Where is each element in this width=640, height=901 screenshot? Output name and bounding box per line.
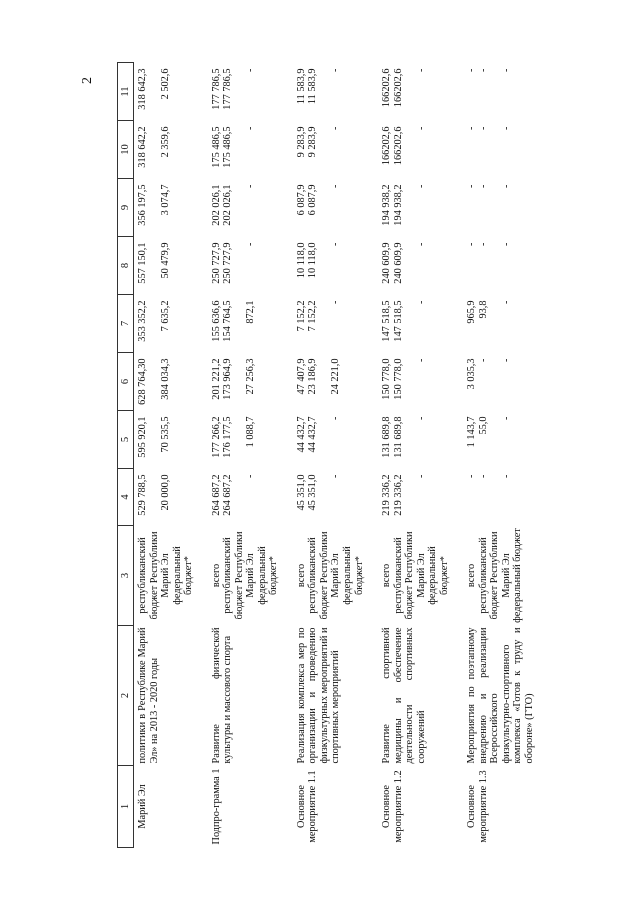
funding-source: республиканский бюджет Республики Марий Эл федеральный бюджет* xyxy=(137,531,195,620)
amount-cell: 353 352,2 7 635,2 xyxy=(137,300,172,342)
column-header: 8 xyxy=(118,237,134,295)
column-header: 9 xyxy=(118,179,134,237)
amount-cell: 155 636,6 154 764,5 872,1 xyxy=(210,300,257,342)
amount-cell: 177 266,2 176 177,5 1 088,7 xyxy=(210,416,257,458)
amount-cell: 194 938,2 194 938,2 - xyxy=(381,184,427,226)
amount-cell: 250 727,9 250 727,9 - xyxy=(210,242,257,284)
program-name: Развитие физической культуры и массового спорта xyxy=(210,627,234,764)
amount-cell: 557 150,1 50 479,9 xyxy=(137,242,172,284)
column-header: 5 xyxy=(118,411,134,469)
program-code: Основное мероприятие 1.2 xyxy=(381,770,404,843)
amount-cell: 318 642,3 2 502,6 xyxy=(137,68,172,110)
table-row xyxy=(134,63,202,848)
program-code: Основное мероприятие 1.3 xyxy=(466,770,489,843)
page-number: 2 xyxy=(80,77,95,84)
amount-cell: 7 152,2 7 152,2 - xyxy=(295,300,342,332)
amount-cell: 3 035,3 - - xyxy=(466,358,512,390)
table-row xyxy=(202,63,287,848)
budget-table-sheet xyxy=(117,63,587,848)
amount-cell: 10 118,0 10 118,0 - xyxy=(295,242,342,279)
program-name: Реализация комплекса мер по организации и проведению физкультурных мероприятий и спортивных мероприятий xyxy=(295,627,342,764)
program-name: Мероприятия по поэтапному внедрению и реализации Всероссийского физкультурно-спортивного комплекса «Готов к труду и обороне» (ГТО) xyxy=(466,627,535,764)
program-code: Марий Эл xyxy=(137,784,148,829)
funding-source: всего республиканский бюджет Республики Марий Эл федеральный бюджет* xyxy=(210,531,280,620)
amount-cell: 131 689,8 131 689,8 - xyxy=(381,416,427,458)
amount-cell: 166202,6 166202,6 - xyxy=(381,126,427,166)
amount-cell: 6 087,9 6 087,9 - xyxy=(295,184,342,216)
amount-cell: 175 486,5 175 486,5 - xyxy=(210,126,257,168)
amount-cell: 150 778,0 150 778,0 - xyxy=(381,358,427,400)
amount-cell: - - - xyxy=(466,68,512,72)
amount-cell: 166202,6 166202,6 - xyxy=(381,68,427,108)
amount-cell: 240 609,9 240 609,9 - xyxy=(381,242,427,284)
program-code: Подпро-грамма 1 xyxy=(210,768,222,845)
amount-cell: - - - xyxy=(466,126,512,130)
amount-cell: 9 283,9 9 283,9 - xyxy=(295,126,342,158)
column-header: 6 xyxy=(118,353,134,411)
column-header: 7 xyxy=(118,295,134,353)
column-header: 4 xyxy=(118,469,134,526)
program-name: Развитие спортивной медицины и обеспечение деятельности спортивных сооружений xyxy=(381,627,427,764)
amount-cell: 595 920,1 70 535,5 xyxy=(137,416,172,458)
column-header: 2 xyxy=(118,626,134,766)
amount-cell: 201 221,2 173 964,9 27 256,3 xyxy=(210,358,257,400)
funding-source: всего республиканский бюджет Республики Марий Эл федеральный бюджет* xyxy=(381,531,450,620)
header-row xyxy=(118,63,134,848)
amount-cell: 47 407,9 23 186,9 24 221,0 xyxy=(295,358,342,395)
amount-cell: - - - xyxy=(466,184,512,188)
amount-cell: 628 764,30 384 034,3 xyxy=(137,358,172,405)
amount-cell: 318 642,2 2 359,6 xyxy=(137,126,172,168)
table-row xyxy=(287,63,372,848)
amount-cell: 356 197,5 3 074,7 xyxy=(137,184,172,226)
budget-table xyxy=(117,62,542,848)
amount-cell: 45 351,0 45 351,0 - xyxy=(295,474,342,511)
amount-cell: 177 786,5 177 786,5 - xyxy=(210,68,257,110)
amount-cell: 202 026,1 202 026,1 - xyxy=(210,184,257,226)
amount-cell: 44 432,7 44 432,7 - xyxy=(295,416,342,453)
funding-source: всего республиканский бюджет Республики Марий Эл федеральный бюджет xyxy=(466,528,524,623)
funding-source: всего республиканский бюджет Республики Марий Эл федеральный бюджет* xyxy=(295,531,365,620)
column-header: 11 xyxy=(118,63,134,121)
program-name: политики в Республике Марий Эл» на 2013 - 2020 годы xyxy=(137,627,160,764)
amount-cell: - - - xyxy=(466,474,512,478)
table-row xyxy=(372,63,457,848)
amount-cell: 147 518,5 147 518,5 - xyxy=(381,300,427,342)
amount-cell: 1 143,7 55,0 - xyxy=(466,416,512,448)
amount-cell: 11 583,9 11 583,9 - xyxy=(295,68,342,105)
column-header: 10 xyxy=(118,121,134,179)
amount-cell: 965,9 93,8 - xyxy=(466,300,512,324)
column-header: 3 xyxy=(118,526,134,626)
table-row xyxy=(457,63,542,848)
amount-cell: 264 687,2 264 687,2 - xyxy=(210,474,257,516)
amount-cell: 529 788,5 20 000,0 xyxy=(137,474,172,516)
program-code: Основное мероприятие 1.1 xyxy=(295,770,319,843)
amount-cell: 219 336,2 219 336,2 - xyxy=(381,474,427,516)
amount-cell: - - - xyxy=(466,242,512,246)
column-header: 1 xyxy=(118,766,134,848)
